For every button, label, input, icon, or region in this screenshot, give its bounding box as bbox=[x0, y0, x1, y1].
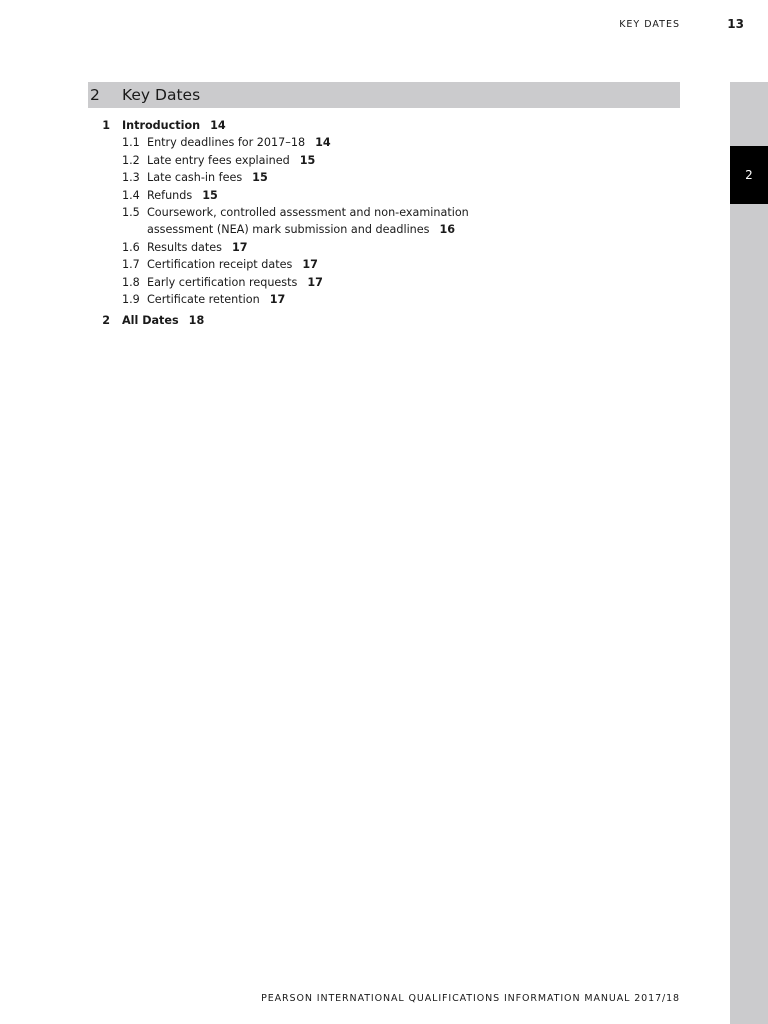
toc-item-entry bbox=[147, 204, 487, 239]
toc-item-title: Early certification requests bbox=[147, 275, 298, 289]
chapter-heading bbox=[88, 82, 680, 108]
toc-page-number: 14 bbox=[315, 136, 331, 150]
toc-item[interactable] bbox=[88, 274, 680, 291]
toc-item-entry bbox=[147, 169, 487, 186]
toc-section-introduction[interactable] bbox=[88, 117, 680, 134]
toc-item[interactable] bbox=[88, 239, 680, 256]
toc-item-title: Refunds bbox=[147, 188, 193, 202]
toc-page-number: 14 bbox=[210, 119, 226, 132]
toc-page-number: 17 bbox=[269, 293, 286, 307]
toc-item-number: 1.6 bbox=[122, 240, 140, 254]
toc-item-title: Late cash-in fees bbox=[147, 171, 243, 185]
footer-manual-title: PEARSON INTERNATIONAL QUALIFICATIONS INFORMATION MANUAL 2017/18 bbox=[261, 993, 680, 1004]
side-tab-chapter-2[interactable]: 2 bbox=[730, 146, 768, 204]
page-number: 13 bbox=[727, 17, 744, 31]
chapter-title: Key Dates bbox=[122, 86, 201, 104]
toc-item-title: Coursework, controlled assessment and non-examination assessment (NEA) mark submission and deadlines bbox=[147, 206, 469, 237]
toc-item-title: Entry deadlines for 2017–18 bbox=[147, 136, 306, 150]
toc-item-number: 1.7 bbox=[122, 258, 140, 272]
toc-page-number: 15 bbox=[252, 171, 268, 185]
toc-item-entry bbox=[147, 134, 487, 151]
toc-section-title: All Dates bbox=[122, 314, 179, 328]
toc-item-title: Certification receipt dates bbox=[147, 258, 293, 272]
toc-item-entry bbox=[147, 187, 487, 204]
toc-item[interactable] bbox=[88, 204, 680, 239]
toc-item-title: Certificate retention bbox=[147, 293, 260, 307]
toc-item-number: 1.8 bbox=[122, 275, 140, 289]
toc-item-entry bbox=[147, 291, 487, 308]
toc-item[interactable] bbox=[88, 152, 680, 169]
toc-item-entry bbox=[147, 152, 487, 169]
toc-page-number: 15 bbox=[202, 188, 218, 202]
chapter-number: 2 bbox=[90, 86, 100, 104]
toc-section-number: 2 bbox=[102, 314, 110, 328]
toc-section-title: Introduction bbox=[122, 119, 201, 132]
table-of-contents bbox=[88, 117, 680, 330]
toc-item[interactable] bbox=[88, 187, 680, 204]
toc-item-entry bbox=[147, 274, 487, 291]
toc-section-number: 1 bbox=[102, 119, 110, 132]
toc-item-number: 1.5 bbox=[122, 206, 140, 220]
toc-page-number: 15 bbox=[299, 153, 316, 167]
toc-item-number: 1.2 bbox=[122, 153, 140, 167]
toc-item[interactable] bbox=[88, 134, 680, 151]
running-header: KEY DATES bbox=[619, 19, 680, 30]
toc-item[interactable] bbox=[88, 256, 680, 273]
toc-item-title: Results dates bbox=[147, 240, 223, 254]
toc-item-title: Late entry fees explained bbox=[147, 153, 290, 167]
toc-item-number: 1.3 bbox=[122, 171, 140, 185]
toc-item-entry bbox=[147, 239, 487, 256]
toc-page-number: 17 bbox=[307, 275, 323, 289]
toc-item[interactable] bbox=[88, 291, 680, 308]
toc-section-all-dates[interactable] bbox=[88, 312, 680, 329]
toc-page-number: 16 bbox=[439, 223, 456, 237]
toc-page-number: 17 bbox=[302, 258, 318, 272]
toc-section-entry bbox=[122, 117, 226, 134]
toc-section-entry bbox=[122, 312, 204, 329]
toc-item-number: 1.1 bbox=[122, 136, 140, 150]
toc-item-number: 1.4 bbox=[122, 188, 140, 202]
toc-item-number: 1.9 bbox=[122, 293, 140, 307]
toc-item-entry bbox=[147, 256, 487, 273]
toc-item[interactable] bbox=[88, 169, 680, 186]
toc-page-number: 18 bbox=[188, 314, 205, 328]
side-tab-strip bbox=[730, 82, 768, 1024]
toc-page-number: 17 bbox=[232, 240, 248, 254]
